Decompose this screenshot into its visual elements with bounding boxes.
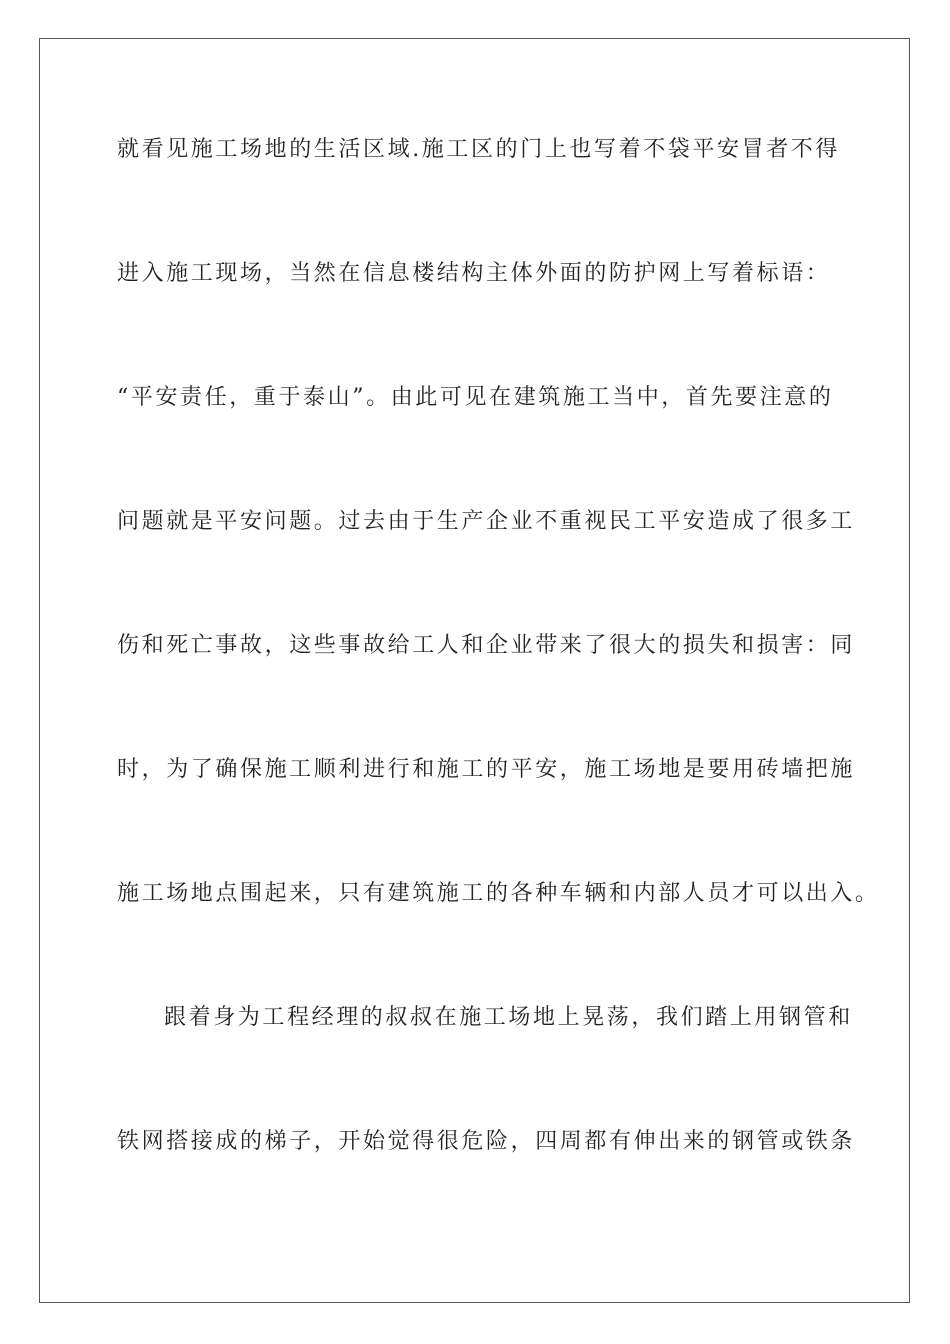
text-line-6: 时，为了确保施工顺利进行和施工的平安，施工场地是要用砖墙把施 — [117, 757, 856, 782]
text-line-7: 施工场地点围起来，只有建筑施工的各种车辆和内部人员才可以出入。 — [117, 881, 880, 906]
text-line-1: 就看见施工场地的生活区域.施工区的门上也写着不袋平安冒者不得 — [117, 137, 840, 162]
text-line-3: “平安责任，重于泰山”。由此可见在建筑施工当中，首先要注意的 — [117, 385, 834, 410]
text-line-5: 伤和死亡事故，这些事故给工人和企业带来了很大的损失和损害：同 — [117, 633, 856, 658]
text-line-9: 铁网搭接成的梯子，开始觉得很危险，四周都有伸出来的钢管或铁条 — [117, 1129, 856, 1154]
page-border — [39, 38, 910, 1303]
text-line-8-paragraph-start: 跟着身为工程经理的叔叔在施工场地上晃荡，我们踏上用钢管和 — [164, 1005, 853, 1030]
text-line-4: 问题就是平安问题。过去由于生产企业不重视民工平安造成了很多工 — [117, 509, 856, 534]
text-line-2: 进入施工现场，当然在信息楼结构主体外面的防护网上写着标语： — [117, 261, 831, 286]
